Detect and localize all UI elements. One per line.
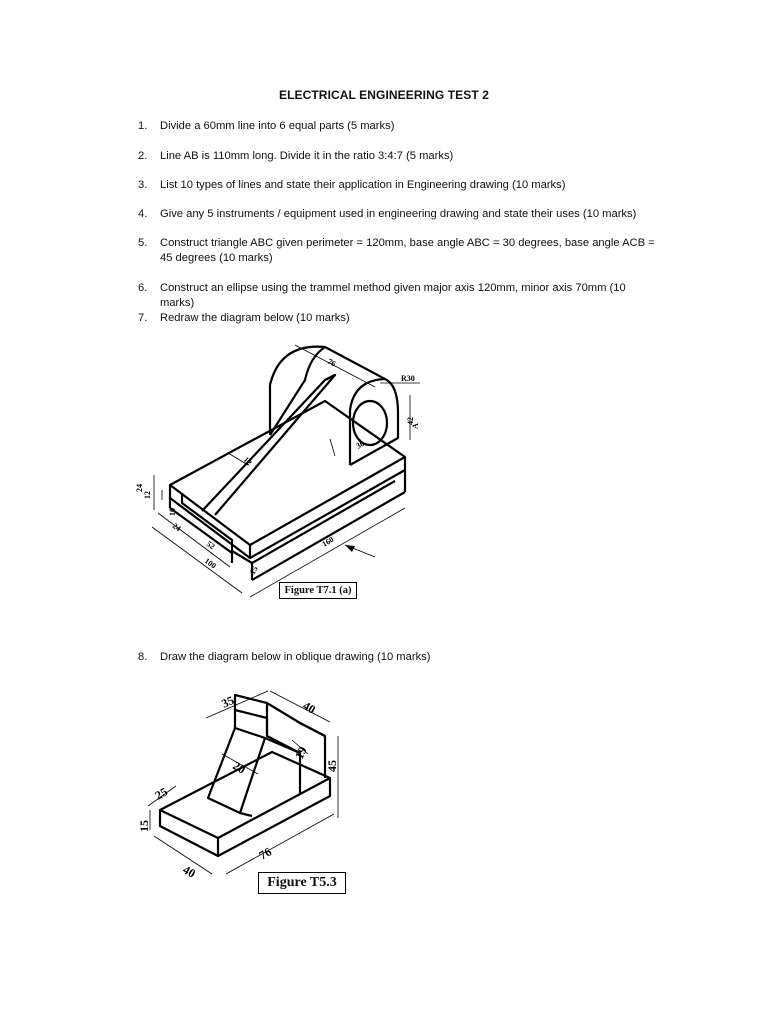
question-2 xyxy=(138,149,658,164)
question-number: 1. xyxy=(138,120,148,132)
dim-76: 76 xyxy=(326,356,338,369)
dim-12b: 12 xyxy=(143,491,152,499)
page-title: ELECTRICAL ENGINEERING TEST 2 xyxy=(278,88,490,102)
dim-30: 30 xyxy=(354,438,366,451)
dim-15: 15 xyxy=(137,820,151,832)
question-8 xyxy=(138,650,658,665)
question-text: Line AB is 110mm long. Divide it in the ratio 3:4:7 (5 marks) xyxy=(160,150,454,162)
figure-t5-3-label: Figure T5.3 xyxy=(258,872,346,894)
question-text: List 10 types of lines and state their application in Engineering drawing (10 marks) xyxy=(160,179,566,191)
dim-15: 15 xyxy=(247,564,260,576)
dim-52: 52 xyxy=(204,539,217,552)
dim-160: 160 xyxy=(320,534,336,549)
figure-t7-1a-label: Figure T7.1 (a) xyxy=(279,582,357,599)
question-7 xyxy=(138,311,658,326)
question-text: Give any 5 instruments / equipment used in engineering drawing and state their uses (10 marks) xyxy=(160,208,637,220)
question-4 xyxy=(138,207,658,222)
dim-24a: 24 xyxy=(135,484,144,492)
figure-t5-3-drawing xyxy=(137,688,360,888)
dim-40b: 40 xyxy=(180,862,198,881)
dim-a: A xyxy=(411,423,420,429)
question-number: 3. xyxy=(138,179,148,191)
dim-40a: 40 xyxy=(300,698,318,717)
question-text: Construct triangle ABC given perimeter = 120mm, base angle ABC = 30 degrees, base angle ACB = 45 degrees (10 marks) xyxy=(160,237,655,264)
question-6 xyxy=(138,281,658,311)
dim-25: 25 xyxy=(152,784,170,803)
dim-35: 35 xyxy=(219,692,237,711)
question-text: Draw the diagram below in oblique drawing (10 marks) xyxy=(160,651,431,663)
dim-100: 100 xyxy=(202,556,218,571)
dim-19: 19 xyxy=(292,744,310,762)
dim-12a: 12 xyxy=(241,455,254,468)
question-number: 5. xyxy=(138,237,148,249)
question-text: Redraw the diagram below (10 marks) xyxy=(160,312,350,324)
question-number: 6. xyxy=(138,282,148,294)
figure-t5-3-dim-labels xyxy=(137,693,339,881)
dim-24b: 24 xyxy=(170,521,183,534)
question-number: 2. xyxy=(138,150,148,162)
dim-10: 10 xyxy=(168,508,177,516)
dim-42: 42 xyxy=(406,417,415,425)
figure-t5-3-dimensions xyxy=(148,691,338,874)
question-text: Construct an ellipse using the trammel method given major axis 120mm, minor axis 70mm (10 marks) xyxy=(160,282,626,309)
question-number: 7. xyxy=(138,312,148,324)
question-number: 4. xyxy=(138,208,148,220)
figure-t5-3-outline xyxy=(160,692,330,856)
dim-76: 76 xyxy=(256,844,274,863)
question-text: Divide a 60mm line into 6 equal parts (5 marks) xyxy=(160,120,395,132)
question-3 xyxy=(138,178,658,193)
question-1 xyxy=(138,119,658,134)
figure-t7-1a-drawing xyxy=(130,335,430,605)
dim-r30: R30 xyxy=(401,374,415,383)
dim-45: 45 xyxy=(325,760,339,772)
question-5 xyxy=(138,236,658,266)
question-number: 8. xyxy=(138,651,148,663)
dim-20: 20 xyxy=(230,758,248,777)
